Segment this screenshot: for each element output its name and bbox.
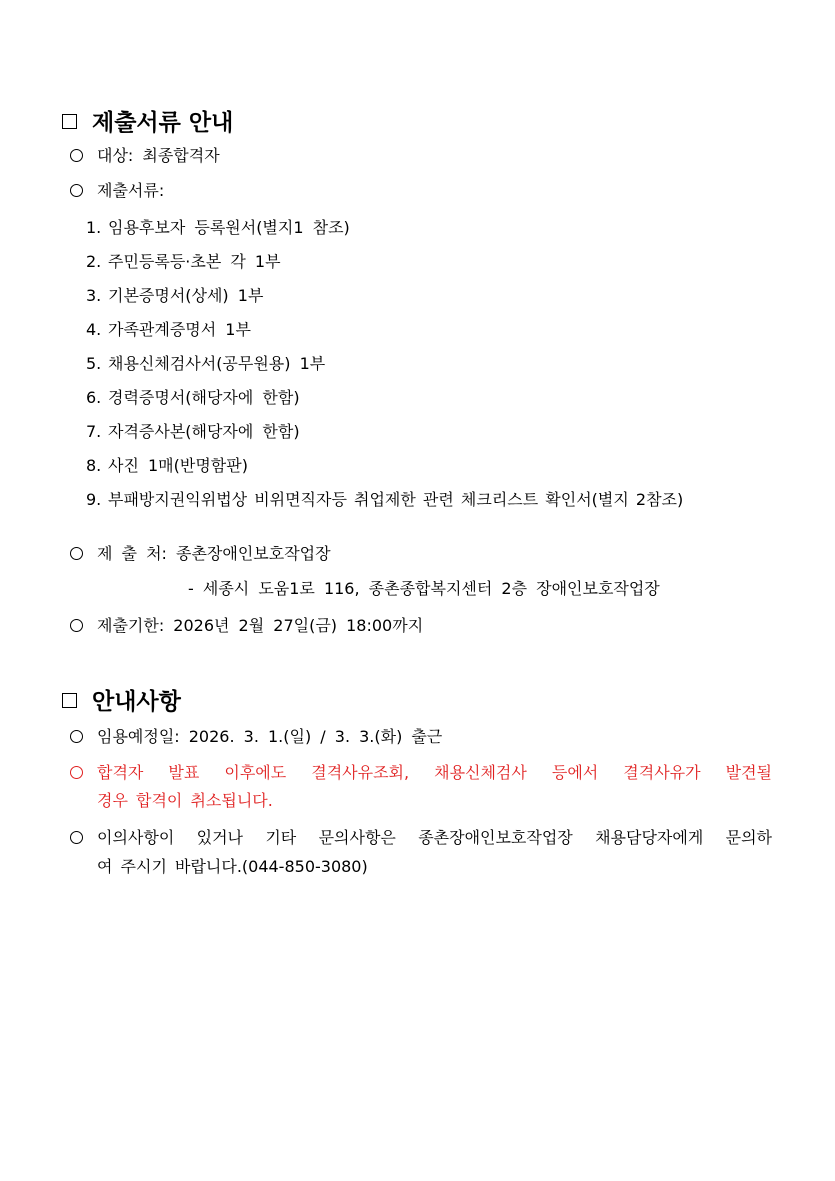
target-text: 대상: 최종합격자 xyxy=(97,146,220,165)
list-item-text: 가족관계증명서 1부 xyxy=(108,320,251,339)
checkbox-square-icon xyxy=(62,114,77,129)
docs-label-text: 제출서류: xyxy=(97,181,165,200)
circle-bullet-icon xyxy=(70,184,83,197)
circle-bullet-icon xyxy=(70,730,83,743)
warning-text-line2: 경우 합격이 취소됩니다. xyxy=(97,791,273,810)
list-item xyxy=(86,319,251,341)
appointment-text: 임용예정일: 2026. 3. 1.(일) / 3. 3.(화) 출근 xyxy=(97,727,443,746)
list-item-text: 경력증명서(해당자에 한함) xyxy=(108,388,300,407)
list-item xyxy=(86,387,300,409)
list-item-text: 기본증명서(상세) 1부 xyxy=(108,286,264,305)
list-item xyxy=(86,217,350,239)
list-item xyxy=(86,285,263,307)
list-item-number: 6. xyxy=(86,388,102,407)
appointment-item xyxy=(70,726,442,748)
circle-bullet-icon xyxy=(70,831,83,844)
section-heading-text: 안내사항 xyxy=(92,689,181,715)
list-item-number: 3. xyxy=(86,286,102,305)
section-heading-documents xyxy=(62,104,233,137)
list-item-number: 5. xyxy=(86,354,102,373)
circle-bullet-icon xyxy=(70,547,83,560)
circle-bullet-icon xyxy=(70,149,83,162)
list-item xyxy=(86,353,325,375)
list-item-text: 부패방지권익위법상 비위면직자등 취업제한 관련 체크리스트 확인서(별지 2참조) xyxy=(108,490,684,509)
inquiry-text-line2: 여 주시기 바랍니다.(044-850-3080) xyxy=(97,857,368,876)
list-item-text: 사진 1매(반명함판) xyxy=(108,456,248,475)
list-item-number: 7. xyxy=(86,422,102,441)
list-item-text: 자격증사본(해당자에 한함) xyxy=(108,422,300,441)
deadline-text: 제출기한: 2026년 2월 27일(금) 18:00까지 xyxy=(97,616,424,635)
submission-place-text: 제 출 처: 종촌장애인보호작업장 xyxy=(97,544,331,563)
target-item xyxy=(70,145,220,167)
section-heading-notice xyxy=(62,683,181,716)
list-item-number: 4. xyxy=(86,320,102,339)
circle-bullet-icon xyxy=(70,619,83,632)
submission-address: - 세종시 도움1로 116, 종촌종합복지센터 2층 장애인보호작업장 xyxy=(188,579,660,598)
list-item xyxy=(86,251,281,273)
list-item-text: 주민등록등·초본 각 1부 xyxy=(108,252,281,271)
section-heading-text: 제출서류 안내 xyxy=(92,110,234,136)
circle-bullet-icon xyxy=(70,766,83,779)
inquiry-item xyxy=(70,827,772,849)
list-item xyxy=(86,421,300,443)
warning-item xyxy=(70,762,772,784)
submission-place-item xyxy=(70,543,331,565)
list-item xyxy=(86,455,248,477)
list-item-text: 임용후보자 등록원서(별지1 참조) xyxy=(108,218,350,237)
list-item-number: 1. xyxy=(86,218,102,237)
list-item-number: 8. xyxy=(86,456,102,475)
warning-text-line1: 합격자 발표 이후에도 결격사유조회, 채용신체검사 등에서 결격사유가 발견될 xyxy=(97,763,772,782)
checkbox-square-icon xyxy=(62,693,77,708)
deadline-item xyxy=(70,615,423,637)
list-item-text: 채용신체검사서(공무원용) 1부 xyxy=(108,354,326,373)
list-item xyxy=(86,489,683,511)
list-item-number: 2. xyxy=(86,252,102,271)
inquiry-text-line1: 이의사항이 있거나 기타 문의사항은 종촌장애인보호작업장 채용담당자에게 문의하 xyxy=(97,828,772,847)
list-item-number: 9. xyxy=(86,490,102,509)
docs-label-item xyxy=(70,180,164,202)
